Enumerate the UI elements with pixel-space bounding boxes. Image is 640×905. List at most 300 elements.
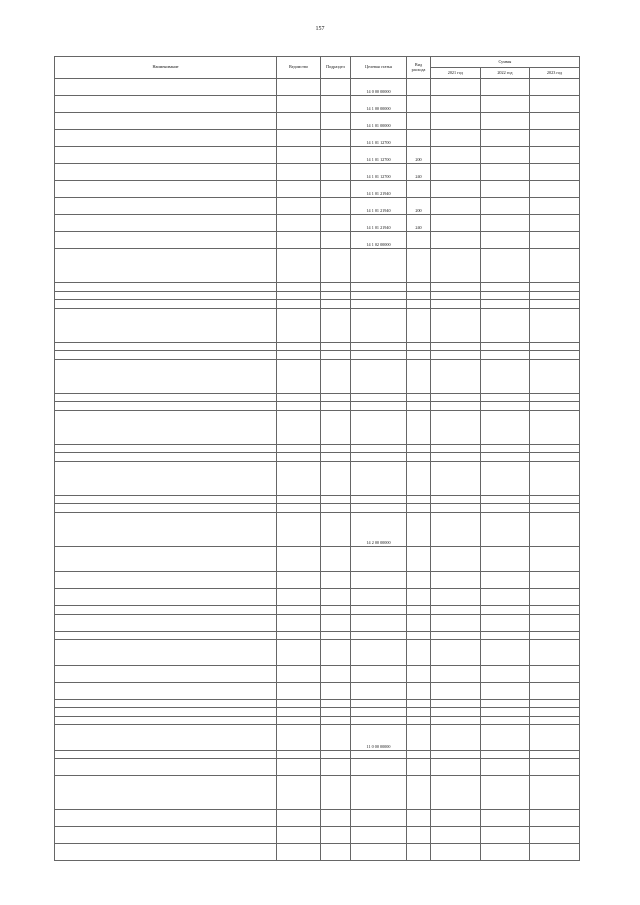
cell-razd [321, 444, 351, 453]
cell-vid [407, 776, 431, 810]
cell-razd [321, 96, 351, 113]
cell-y2 [480, 504, 530, 513]
cell-cel: 14 1 02 00000 [351, 232, 407, 249]
cell-y3 [530, 351, 580, 360]
cell-y1 [431, 147, 481, 164]
cell-y3 [530, 759, 580, 776]
header-vedomstvo: Ведомство [277, 57, 321, 79]
cell-y1 [431, 827, 481, 844]
cell-cel [351, 249, 407, 283]
cell-ved [277, 546, 321, 572]
cell-ved [277, 504, 321, 513]
cell-y1 [431, 164, 481, 181]
cell-y1 [431, 725, 481, 751]
cell-y3 [530, 308, 580, 342]
cell-ved [277, 393, 321, 402]
cell-cel [351, 461, 407, 495]
page-number: 157 [315, 26, 325, 32]
cell-name [55, 461, 277, 495]
cell-vid [407, 699, 431, 708]
cell-ved [277, 750, 321, 759]
cell-y1 [431, 546, 481, 572]
cell-vid [407, 96, 431, 113]
cell-y3 [530, 631, 580, 640]
cell-name [55, 113, 277, 130]
cell-vid [407, 232, 431, 249]
table-row [55, 759, 580, 776]
cell-y1 [431, 640, 481, 666]
cell-cel [351, 750, 407, 759]
cell-vid [407, 810, 431, 827]
cell-vid [407, 827, 431, 844]
cell-y1 [431, 844, 481, 861]
cell-razd [321, 283, 351, 292]
cell-y2 [480, 606, 530, 615]
table-row [55, 283, 580, 292]
cell-ved [277, 682, 321, 699]
cell-y3 [530, 410, 580, 444]
cell-razd [321, 776, 351, 810]
table-row [55, 614, 580, 631]
cell-y1 [431, 291, 481, 300]
cell-ved [277, 810, 321, 827]
cell-cel [351, 716, 407, 725]
cell-razd [321, 546, 351, 572]
cell-y2 [480, 96, 530, 113]
cell-vid [407, 130, 431, 147]
cell-name [55, 750, 277, 759]
cell-ved [277, 572, 321, 589]
cell-y2 [480, 342, 530, 351]
table-row [55, 359, 580, 393]
cell-cel [351, 546, 407, 572]
cell-y3 [530, 147, 580, 164]
cell-name [55, 606, 277, 615]
cell-vid [407, 453, 431, 462]
cell-cel: 14 1 01 12700 [351, 164, 407, 181]
cell-y1 [431, 113, 481, 130]
cell-cel [351, 776, 407, 810]
cell-name [55, 215, 277, 232]
cell-cel [351, 682, 407, 699]
cell-vid: 240 [407, 164, 431, 181]
cell-ved [277, 708, 321, 717]
cell-cel [351, 810, 407, 827]
cell-vid [407, 589, 431, 606]
cell-name [55, 495, 277, 504]
cell-y1 [431, 665, 481, 682]
cell-name [55, 147, 277, 164]
cell-razd [321, 827, 351, 844]
cell-name [55, 682, 277, 699]
cell-y1 [431, 351, 481, 360]
cell-razd [321, 291, 351, 300]
cell-vid [407, 444, 431, 453]
cell-y1 [431, 572, 481, 589]
cell-vid [407, 504, 431, 513]
cell-cel [351, 393, 407, 402]
cell-ved [277, 776, 321, 810]
cell-name [55, 351, 277, 360]
cell-y1 [431, 308, 481, 342]
cell-cel [351, 308, 407, 342]
budget-table [54, 56, 580, 861]
cell-cel: 14 0 00 00000 [351, 79, 407, 96]
cell-ved [277, 215, 321, 232]
cell-name [55, 504, 277, 513]
cell-ved [277, 249, 321, 283]
cell-vid [407, 708, 431, 717]
cell-y3 [530, 640, 580, 666]
cell-ved [277, 283, 321, 292]
cell-cel [351, 495, 407, 504]
cell-vid [407, 750, 431, 759]
cell-y1 [431, 759, 481, 776]
cell-y3 [530, 113, 580, 130]
cell-y3 [530, 444, 580, 453]
cell-name [55, 827, 277, 844]
cell-cel: 14 1 01 21940 [351, 181, 407, 198]
table-row [55, 96, 580, 113]
cell-y2 [480, 147, 530, 164]
cell-y1 [431, 181, 481, 198]
cell-cel [351, 453, 407, 462]
cell-y3 [530, 181, 580, 198]
cell-ved [277, 453, 321, 462]
cell-ved [277, 665, 321, 682]
table-row [55, 776, 580, 810]
cell-y3 [530, 504, 580, 513]
cell-name [55, 249, 277, 283]
cell-y2 [480, 410, 530, 444]
cell-name [55, 640, 277, 666]
cell-razd [321, 708, 351, 717]
cell-y1 [431, 716, 481, 725]
cell-y3 [530, 495, 580, 504]
cell-y3 [530, 164, 580, 181]
cell-name [55, 359, 277, 393]
cell-name [55, 614, 277, 631]
cell-y3 [530, 249, 580, 283]
cell-name [55, 572, 277, 589]
cell-ved [277, 300, 321, 309]
table-row [55, 708, 580, 717]
table-row [55, 147, 580, 164]
cell-y1 [431, 453, 481, 462]
cell-y3 [530, 512, 580, 546]
cell-y2 [480, 640, 530, 666]
cell-y1 [431, 614, 481, 631]
table-row [55, 342, 580, 351]
cell-y3 [530, 96, 580, 113]
cell-razd [321, 699, 351, 708]
cell-razd [321, 249, 351, 283]
cell-razd [321, 393, 351, 402]
cell-y1 [431, 198, 481, 215]
cell-y1 [431, 359, 481, 393]
cell-y2 [480, 512, 530, 546]
cell-vid [407, 725, 431, 751]
cell-razd [321, 308, 351, 342]
cell-razd [321, 759, 351, 776]
cell-ved [277, 198, 321, 215]
cell-cel [351, 665, 407, 682]
cell-y2 [480, 351, 530, 360]
cell-name [55, 759, 277, 776]
cell-name [55, 198, 277, 215]
cell-y1 [431, 79, 481, 96]
table-row [55, 546, 580, 572]
cell-name [55, 410, 277, 444]
header-vid: Вид расхода [407, 57, 431, 79]
table-row [55, 810, 580, 827]
table-row [55, 164, 580, 181]
cell-ved [277, 631, 321, 640]
table-row [55, 606, 580, 615]
cell-cel: 11 0 00 00000 [351, 725, 407, 751]
cell-y2 [480, 232, 530, 249]
cell-cel: 14 1 00 00000 [351, 96, 407, 113]
cell-ved [277, 759, 321, 776]
table-row [55, 181, 580, 198]
table-row [55, 725, 580, 751]
cell-vid [407, 759, 431, 776]
cell-name [55, 342, 277, 351]
cell-y2 [480, 708, 530, 717]
cell-razd [321, 572, 351, 589]
cell-y3 [530, 300, 580, 309]
cell-y1 [431, 708, 481, 717]
cell-y2 [480, 844, 530, 861]
cell-cel [351, 359, 407, 393]
cell-y3 [530, 665, 580, 682]
cell-ved [277, 606, 321, 615]
cell-name [55, 444, 277, 453]
header-year-1: 2021 год [431, 68, 481, 79]
cell-y2 [480, 291, 530, 300]
table-row [55, 682, 580, 699]
cell-cel: 14 1 01 12700 [351, 147, 407, 164]
cell-y1 [431, 393, 481, 402]
cell-razd [321, 589, 351, 606]
header-year-2: 2022 год [480, 68, 530, 79]
cell-name [55, 665, 277, 682]
cell-cel: 14 1 01 12700 [351, 130, 407, 147]
cell-ved [277, 410, 321, 444]
cell-razd [321, 359, 351, 393]
cell-cel [351, 631, 407, 640]
cell-y2 [480, 402, 530, 411]
cell-cel: 14 1 01 00000 [351, 113, 407, 130]
cell-razd [321, 665, 351, 682]
cell-y3 [530, 827, 580, 844]
cell-razd [321, 164, 351, 181]
cell-razd [321, 495, 351, 504]
cell-cel: 14 1 01 21940 [351, 198, 407, 215]
cell-razd [321, 461, 351, 495]
cell-vid [407, 393, 431, 402]
cell-cel [351, 827, 407, 844]
cell-vid [407, 461, 431, 495]
cell-y3 [530, 589, 580, 606]
cell-vid [407, 614, 431, 631]
cell-ved [277, 725, 321, 751]
cell-y2 [480, 716, 530, 725]
cell-y3 [530, 359, 580, 393]
cell-y2 [480, 113, 530, 130]
table-row [55, 699, 580, 708]
cell-y1 [431, 631, 481, 640]
cell-cel [351, 300, 407, 309]
cell-y1 [431, 283, 481, 292]
cell-vid [407, 682, 431, 699]
cell-cel: 14 1 01 21940 [351, 215, 407, 232]
cell-vid [407, 79, 431, 96]
cell-name [55, 164, 277, 181]
cell-name [55, 589, 277, 606]
cell-ved [277, 113, 321, 130]
cell-vid [407, 283, 431, 292]
cell-razd [321, 79, 351, 96]
header-year-3: 2023 год [530, 68, 580, 79]
table-row [55, 130, 580, 147]
cell-razd [321, 300, 351, 309]
cell-y2 [480, 300, 530, 309]
cell-y1 [431, 606, 481, 615]
cell-ved [277, 589, 321, 606]
cell-y2 [480, 249, 530, 283]
cell-ved [277, 96, 321, 113]
table-row [55, 113, 580, 130]
cell-vid [407, 512, 431, 546]
cell-cel [351, 572, 407, 589]
cell-y3 [530, 402, 580, 411]
cell-cel [351, 699, 407, 708]
cell-y2 [480, 682, 530, 699]
cell-name [55, 283, 277, 292]
cell-cel [351, 342, 407, 351]
cell-razd [321, 716, 351, 725]
cell-y3 [530, 546, 580, 572]
cell-name [55, 181, 277, 198]
table-row [55, 572, 580, 589]
table-row [55, 495, 580, 504]
cell-y2 [480, 164, 530, 181]
cell-ved [277, 461, 321, 495]
cell-y3 [530, 810, 580, 827]
cell-razd [321, 682, 351, 699]
header-name: Наименование [55, 57, 277, 79]
table-row [55, 232, 580, 249]
cell-razd [321, 504, 351, 513]
cell-cel [351, 283, 407, 292]
cell-name [55, 96, 277, 113]
cell-name [55, 699, 277, 708]
cell-vid [407, 495, 431, 504]
cell-ved [277, 308, 321, 342]
cell-cel [351, 291, 407, 300]
cell-y3 [530, 79, 580, 96]
cell-razd [321, 453, 351, 462]
cell-razd [321, 631, 351, 640]
cell-y3 [530, 291, 580, 300]
cell-y2 [480, 444, 530, 453]
cell-name [55, 453, 277, 462]
cell-vid [407, 844, 431, 861]
cell-razd [321, 410, 351, 444]
cell-y1 [431, 512, 481, 546]
cell-y3 [530, 708, 580, 717]
cell-razd [321, 351, 351, 360]
cell-y3 [530, 572, 580, 589]
cell-y2 [480, 130, 530, 147]
header-summy: Суммы [431, 57, 580, 68]
cell-y1 [431, 810, 481, 827]
table-row [55, 750, 580, 759]
cell-ved [277, 232, 321, 249]
table-row [55, 79, 580, 96]
cell-y1 [431, 776, 481, 810]
cell-y2 [480, 393, 530, 402]
cell-vid [407, 291, 431, 300]
cell-y2 [480, 699, 530, 708]
table-row [55, 716, 580, 725]
cell-ved [277, 699, 321, 708]
cell-y3 [530, 606, 580, 615]
cell-cel [351, 606, 407, 615]
cell-y1 [431, 750, 481, 759]
cell-ved [277, 291, 321, 300]
cell-y1 [431, 215, 481, 232]
table-row [55, 351, 580, 360]
cell-y2 [480, 776, 530, 810]
cell-name [55, 402, 277, 411]
cell-ved [277, 130, 321, 147]
table-row [55, 512, 580, 546]
header-razdel: Подраздел [321, 57, 351, 79]
cell-name [55, 810, 277, 827]
cell-y3 [530, 716, 580, 725]
cell-vid [407, 351, 431, 360]
cell-razd [321, 215, 351, 232]
cell-y3 [530, 215, 580, 232]
cell-vid [407, 300, 431, 309]
cell-cel [351, 351, 407, 360]
cell-y3 [530, 682, 580, 699]
cell-ved [277, 495, 321, 504]
cell-y3 [530, 283, 580, 292]
cell-vid [407, 402, 431, 411]
table-row [55, 640, 580, 666]
cell-y1 [431, 300, 481, 309]
cell-y1 [431, 232, 481, 249]
cell-y3 [530, 725, 580, 751]
cell-y2 [480, 759, 530, 776]
cell-y1 [431, 461, 481, 495]
cell-ved [277, 444, 321, 453]
cell-name [55, 716, 277, 725]
cell-razd [321, 640, 351, 666]
cell-y1 [431, 444, 481, 453]
cell-y2 [480, 215, 530, 232]
table-row [55, 393, 580, 402]
table-row [55, 589, 580, 606]
cell-y2 [480, 359, 530, 393]
cell-ved [277, 164, 321, 181]
cell-razd [321, 750, 351, 759]
cell-name [55, 844, 277, 861]
cell-ved [277, 716, 321, 725]
